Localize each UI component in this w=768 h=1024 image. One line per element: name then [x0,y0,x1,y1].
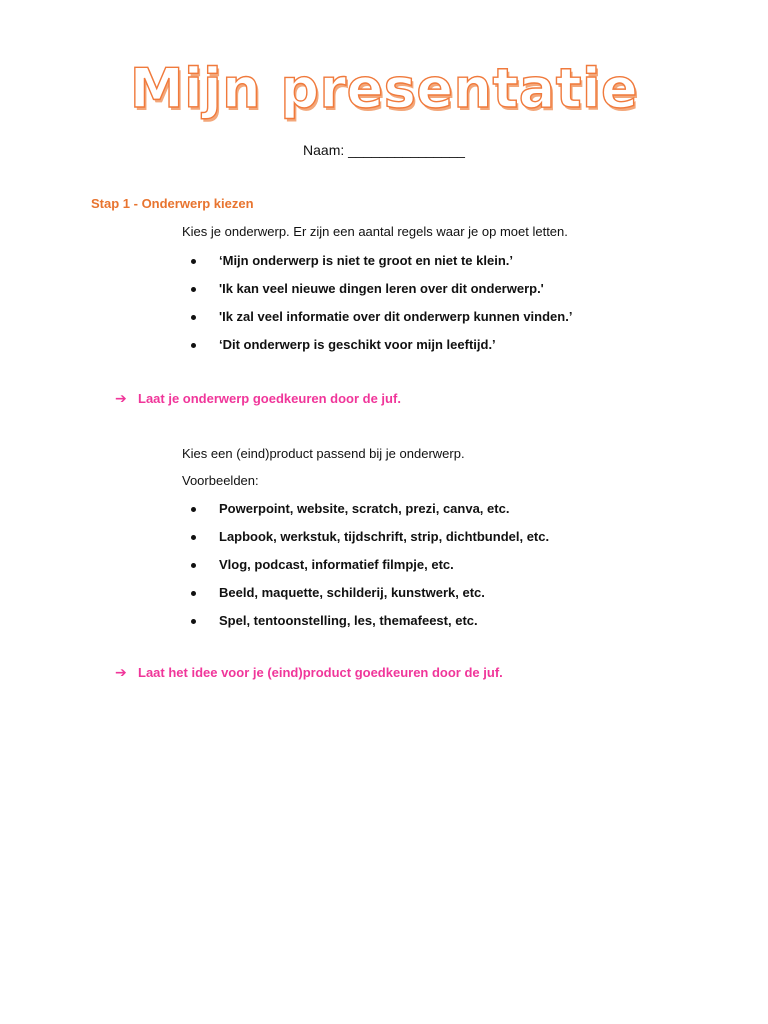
bullet-icon [191,619,196,624]
bullet-icon [191,563,196,568]
approval-note-text: Laat het idee voor je (eind)product goedkeuren door de juf. [138,665,503,680]
examples-label: Voorbeelden: [182,473,259,488]
list-item [182,252,572,280]
step-1-heading: Stap 1 - Onderwerp kiezen [91,196,254,211]
example-text: Beeld, maquette, schilderij, kunstwerk, etc. [219,585,485,600]
bullet-icon [191,287,196,292]
approval-note-topic [115,390,401,407]
example-text: Vlog, podcast, informatief filmpje, etc. [219,557,454,572]
list-item [182,612,549,640]
rules-list [182,252,572,364]
example-text: Spel, tentoonstelling, les, themafeest, etc. [219,613,478,628]
bullet-icon [191,343,196,348]
rule-text: 'Ik kan veel nieuwe dingen leren over dit onderwerp.' [219,281,544,296]
example-text: Lapbook, werkstuk, tijdschrift, strip, dichtbundel, etc. [219,529,550,544]
bullet-icon [191,535,196,540]
rule-text: ‘Mijn onderwerp is niet te groot en niet te klein.’ [219,253,513,268]
arrow-right-icon: ➔ [115,390,127,406]
list-item [182,308,572,336]
bullet-icon [191,259,196,264]
list-item [182,584,549,612]
bullet-icon [191,507,196,512]
rules-intro: Kies je onderwerp. Er zijn een aantal regels waar je op moet letten. [182,224,568,239]
name-field-label: Naam: _______________ [303,142,465,158]
list-item [182,528,549,556]
bullet-icon [191,315,196,320]
examples-list [182,500,549,640]
product-intro: Kies een (eind)product passend bij je onderwerp. [182,446,465,461]
rule-text: 'Ik zal veel informatie over dit onderwerp kunnen vinden.’ [219,309,573,324]
approval-note-text: Laat je onderwerp goedkeuren door de juf. [138,391,401,406]
list-item [182,336,572,364]
list-item [182,500,549,528]
arrow-right-icon: ➔ [115,664,127,680]
rule-text: ‘Dit onderwerp is geschikt voor mijn leeftijd.’ [219,337,496,352]
list-item [182,280,572,308]
list-item [182,556,549,584]
approval-note-product [115,664,503,681]
page-title: Mijn presentatie [129,57,639,120]
bullet-icon [191,591,196,596]
example-text: Powerpoint, website, scratch, prezi, canva, etc. [219,501,510,516]
